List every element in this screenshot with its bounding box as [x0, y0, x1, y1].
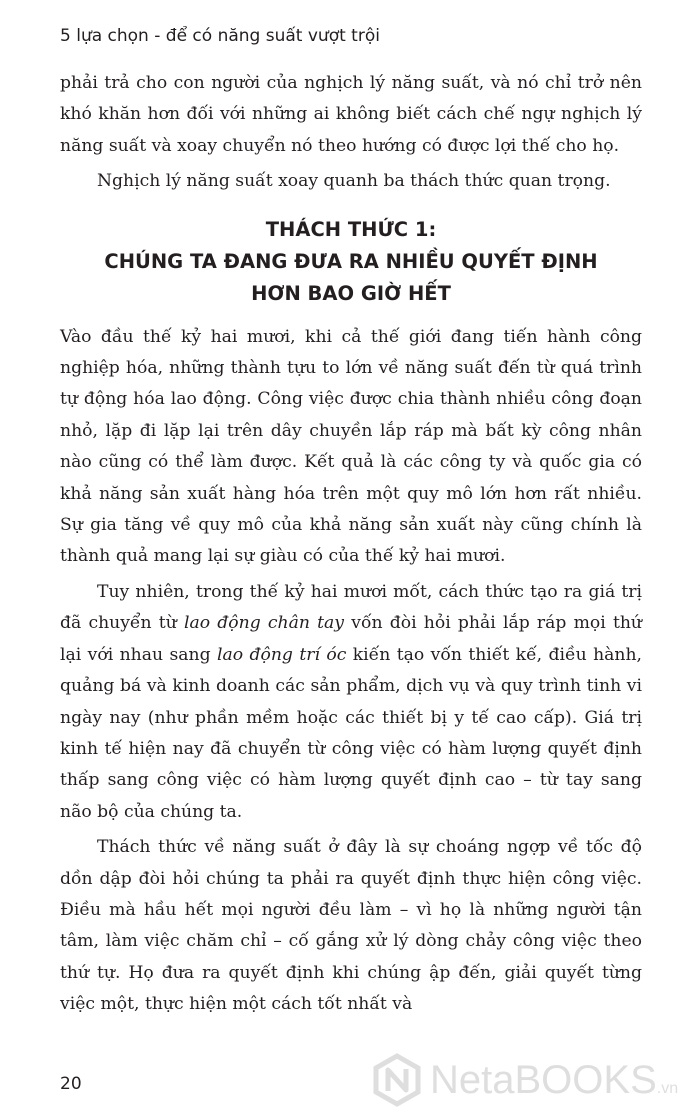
netabooks-logo-icon	[370, 1053, 424, 1107]
heading-line-2: CHÚNG TA ĐANG ĐƯA RA NHIỀU QUYẾT ĐỊNH	[104, 249, 598, 273]
watermark-domain-suffix: .vn	[656, 1079, 679, 1097]
page-body	[60, 68, 642, 1021]
section-heading	[60, 214, 642, 310]
heading-line-3: HƠN BAO GIỜ HẾT	[251, 281, 451, 305]
watermark-brand	[430, 1058, 678, 1103]
paragraph-automation: Vào đầu thế kỷ hai mươi, khi cả thế giới đang tiến hành công nghiệp hóa, những thành tựu to lớn về năng suất đến từ quá trình tự động hóa lao động. Công việc được chia thành nhiều công đoạn nhỏ, lặp đi lặp lại trên dây chuyền lắp ráp mà bất kỳ công nhân nào cũng có thể làm được. Kết quả là các công ty và quốc gia có khả năng sản xuất hàng hóa trên một quy mô lớn hơn rất nhiều. Sự gia tăng về quy mô của khả năng sản xuất này cũng chính là thành quả mang lại sự giàu có của thế kỷ hai mươi.	[60, 326, 642, 567]
text-segment: Tuy nhiên, trong thế kỷ hai mươi mốt, cách thức tạo ra giá trị đã chuyển từ	[60, 581, 642, 634]
paragraph-knowledge-work	[60, 577, 642, 828]
text-segment: kiến tạo vốn thiết kế, điều hành, quảng bá và kinh doanh các sản phẩm, dịch vụ và quy trình tinh vi ngày nay (như phần mềm hoặc các thiết bị y tế cao cấp). Giá trị kinh tế hiện nay đã chuyển từ công việc có hàm lượng quyết định thấp sang công việc có hàm lượng quyết định cao – từ tay sang não bộ của chúng ta.	[60, 644, 642, 822]
paragraph-intro: Nghịch lý năng suất xoay quanh ba thách thức quan trọng.	[97, 171, 611, 192]
heading-line-1: THÁCH THỨC 1:	[265, 217, 437, 241]
watermark	[370, 1050, 690, 1110]
watermark-brand-name: NetaBOOKS	[430, 1057, 657, 1102]
emphasis-manual-labor: lao động chân tay	[183, 613, 345, 634]
page-number: 20	[60, 1074, 82, 1094]
running-header: 5 lựa chọn - để có năng suất vượt trội	[60, 26, 380, 46]
paragraph-challenge: Thách thức về năng suất ở đây là sự choáng ngợp về tốc độ dồn dập đòi hỏi chúng ta phải ra quyết định thực hiện công việc. Điều mà hầu hết mọi người đều làm – vì họ là những người tận tâm, làm việc chăm chỉ – cố gắng xử lý dòng chảy công việc theo thứ tự. Họ đưa ra quyết định khi chúng ập đến, giải quyết từng việc một, thực hiện một cách tốt nhất và	[60, 837, 642, 1015]
emphasis-mental-labor: lao động trí óc	[217, 644, 347, 665]
paragraph-continuation: phải trả cho con người của nghịch lý năng suất, và nó chỉ trở nên khó khăn hơn đối với những ai không biết cách chế ngự nghịch lý năng suất và xoay chuyển nó theo hướng có được lợi thế cho họ.	[60, 73, 642, 156]
text-segment: vốn đòi hỏi phải lắp ráp mọi thứ lại với nhau sang	[60, 613, 642, 665]
